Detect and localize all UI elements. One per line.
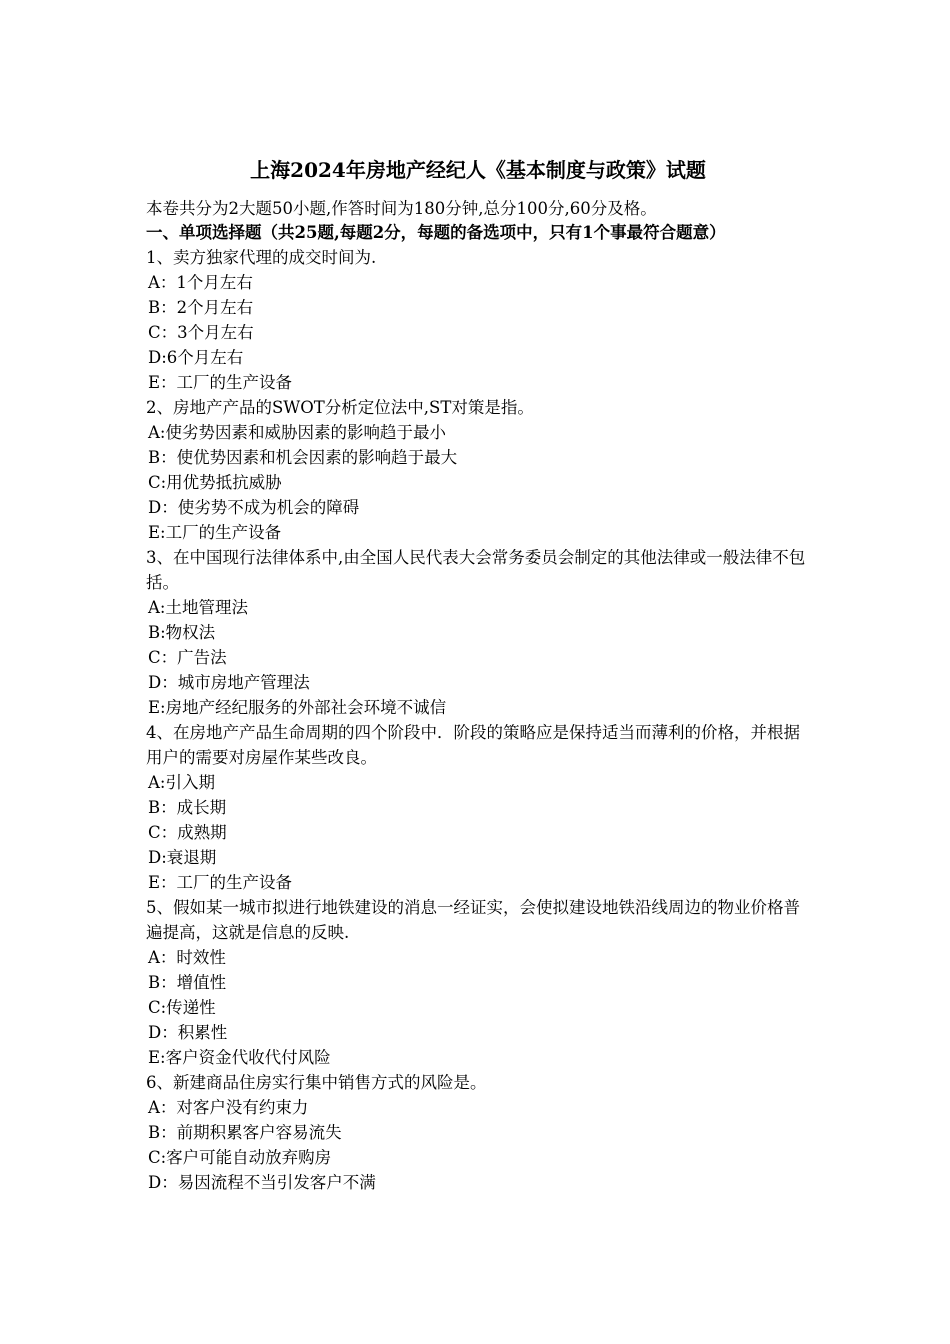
question-stem: 2、房地产产品的SWOT分析定位法中,ST对策是指。 <box>146 398 534 417</box>
question-stem: 3、在中国现行法律体系中,由全国人民代表大会常务委员会制定的其他法律或一般法律不包括。 <box>146 548 806 592</box>
option-list <box>146 420 810 545</box>
option-list <box>146 770 810 895</box>
answer-option: A：对客户没有约束力 <box>148 1098 309 1117</box>
option-list <box>146 945 810 1070</box>
answer-option: D：使劣势不成为机会的障碍 <box>148 498 360 517</box>
answer-option: E:房地产经纪服务的外部社会环境不诚信 <box>148 698 447 717</box>
question-stem: 6、新建商品住房实行集中销售方式的风险是。 <box>146 1073 487 1092</box>
answer-option: B:物权法 <box>148 623 216 642</box>
answer-option: D：城市房地产管理法 <box>148 673 310 692</box>
answer-option: C：广告法 <box>148 648 227 667</box>
question-item <box>146 720 810 895</box>
answer-option: D:6个月左右 <box>148 348 244 367</box>
question-item <box>146 1070 810 1195</box>
answer-option: E:工厂的生产设备 <box>148 523 282 542</box>
question-stem: 5、假如某一城市拟进行地铁建设的消息一经证实，会使拟建设地铁沿线周边的物业价格普遍提高，这就是信息的反映. <box>146 898 800 942</box>
answer-option: C:客户可能自动放弃购房 <box>148 1148 332 1167</box>
option-list <box>146 595 810 720</box>
answer-option: B：使优势因素和机会因素的影响趋于最大 <box>148 448 458 467</box>
answer-option: B：增值性 <box>148 973 227 992</box>
answer-option: D：易因流程不当引发客户不满 <box>148 1173 376 1192</box>
question-item <box>146 895 810 1070</box>
answer-option: B：前期积累客户容易流失 <box>148 1123 342 1142</box>
option-list <box>146 270 810 395</box>
answer-option: D：积累性 <box>148 1023 228 1042</box>
answer-option: E:客户资金代收代付风险 <box>148 1048 331 1067</box>
answer-option: E：工厂的生产设备 <box>148 373 293 392</box>
answer-option: A:使劣势因素和威胁因素的影响趋于最小 <box>148 423 446 442</box>
option-list <box>146 1095 810 1195</box>
answer-option: A：时效性 <box>148 948 226 967</box>
answer-option: C：成熟期 <box>148 823 227 842</box>
answer-option: A:引入期 <box>148 773 215 792</box>
question-item <box>146 395 810 545</box>
question-item <box>146 545 810 720</box>
answer-option: D:衰退期 <box>148 848 217 867</box>
document-title: 上海2024年房地产经纪人《基本制度与政策》试题 <box>250 158 706 182</box>
answer-option: A：1个月左右 <box>148 273 253 292</box>
answer-option: A:土地管理法 <box>148 598 248 617</box>
question-stem: 4、在房地产产品生命周期的四个阶段中．阶段的策略应是保持适当而薄利的价格，并根据用户的需要对房屋作某些改良。 <box>146 723 800 767</box>
answer-option: E：工厂的生产设备 <box>148 873 293 892</box>
question-stem: 1、卖方独家代理的成交时间为. <box>146 248 377 267</box>
exam-intro: 本卷共分为2大题50小题,作答时间为180分钟,总分100分,60分及格。 <box>146 199 657 218</box>
document-content <box>146 155 810 1195</box>
answer-option: C:传递性 <box>148 998 216 1017</box>
answer-option: B：2个月左右 <box>148 298 254 317</box>
section-heading: 一、单项选择题（共25题,每题2分，每题的备选项中，只有1个事最符合题意） <box>146 223 726 242</box>
question-item <box>146 245 810 395</box>
answer-option: B：成长期 <box>148 798 227 817</box>
answer-option: C:用优势抵抗威胁 <box>148 473 282 492</box>
answer-option: C：3个月左右 <box>148 323 254 342</box>
question-list <box>146 245 810 1195</box>
